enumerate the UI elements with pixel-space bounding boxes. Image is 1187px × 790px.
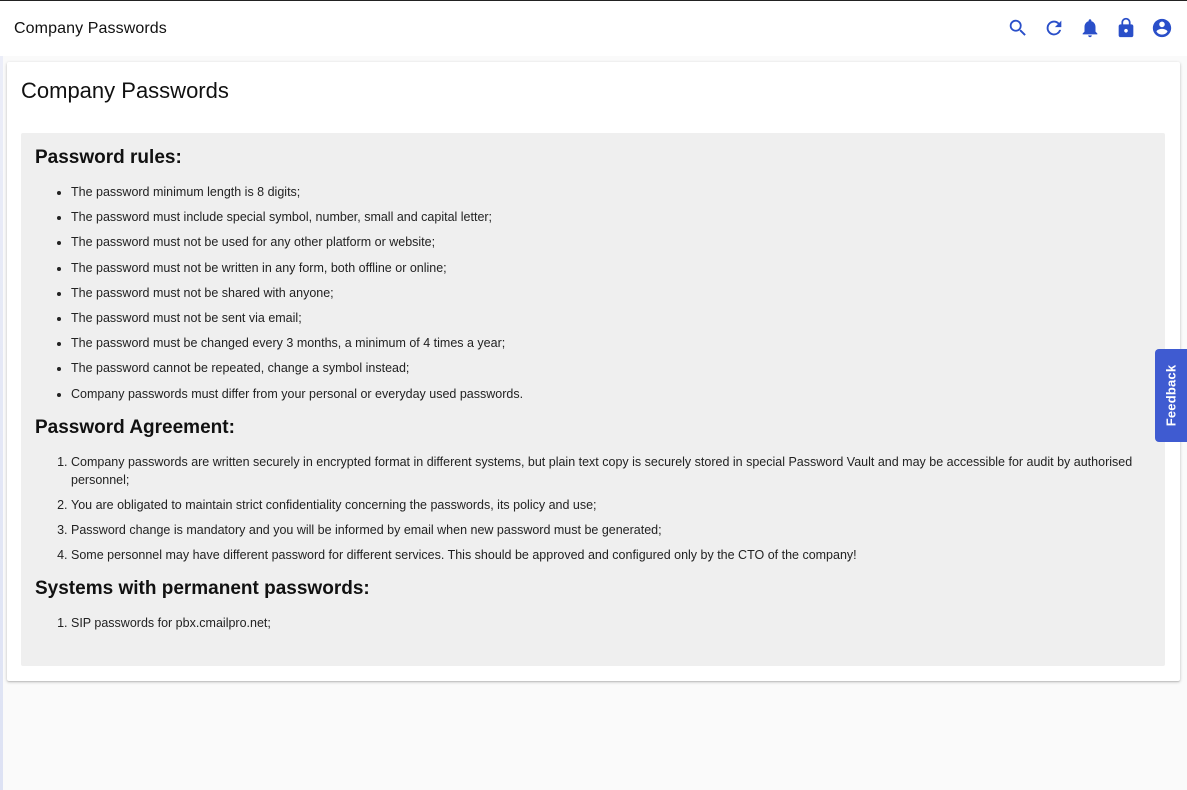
search-icon[interactable]	[1007, 17, 1029, 39]
agreement-list	[35, 453, 1151, 565]
list-item: • The password minimum length is 8 digits;	[71, 183, 1151, 201]
app-bar-title: Company Passwords	[14, 19, 167, 37]
list-item: • Company passwords must differ from your personal or everyday used passwords.	[71, 385, 1151, 403]
lock-icon[interactable]	[1115, 17, 1137, 39]
feedback-label: Feedback	[1163, 364, 1179, 427]
list-item: 2. You are obligated to maintain strict confidentiality concerning the passwords, its policy and use;	[71, 496, 1151, 514]
bell-icon[interactable]	[1079, 17, 1101, 39]
permanent-list	[35, 614, 1151, 632]
refresh-icon[interactable]	[1043, 17, 1065, 39]
rules-list	[35, 183, 1151, 403]
list-item: • The password must not be shared with anyone;	[71, 284, 1151, 302]
rules-heading: Password rules:	[35, 147, 182, 168]
list-item: • The password must not be used for any other platform or website;	[71, 233, 1151, 251]
list-item: 4. Some personnel may have different password for different services. This should be approved and configured only by the CTO of the company!	[71, 546, 1151, 564]
list-item: 3. Password change is mandatory and you will be informed by email when new password must be generated;	[71, 521, 1151, 539]
page-title: Company Passwords	[21, 78, 229, 103]
policy-panel	[21, 133, 1165, 666]
list-item: • The password must be changed every 3 months, a minimum of 4 times a year;	[71, 334, 1151, 352]
account-icon[interactable]	[1151, 17, 1173, 39]
toolbar-actions	[1007, 17, 1173, 39]
permanent-heading: Systems with permanent passwords:	[35, 578, 370, 600]
list-item: • The password must not be sent via email;	[71, 309, 1151, 327]
top-app-bar	[0, 0, 1187, 56]
left-edge	[0, 0, 3, 790]
list-item: 1. Company passwords are written securely in encrypted format in different systems, but plain text copy is securely stored in special Password Vault and may be accessible for audit by authorised personnel;	[71, 453, 1151, 489]
list-item: • The password must include special symbol, number, small and capital letter;	[71, 208, 1151, 226]
list-item: • The password cannot be repeated, change a symbol instead;	[71, 359, 1151, 377]
agreement-heading: Password Agreement:	[35, 416, 235, 438]
feedback-button[interactable]	[1155, 349, 1187, 442]
list-item: • The password must not be written in any form, both offline or online;	[71, 259, 1151, 277]
content-card	[7, 62, 1180, 681]
list-item: 1. SIP passwords for pbx.cmailpro.net;	[71, 614, 1151, 632]
